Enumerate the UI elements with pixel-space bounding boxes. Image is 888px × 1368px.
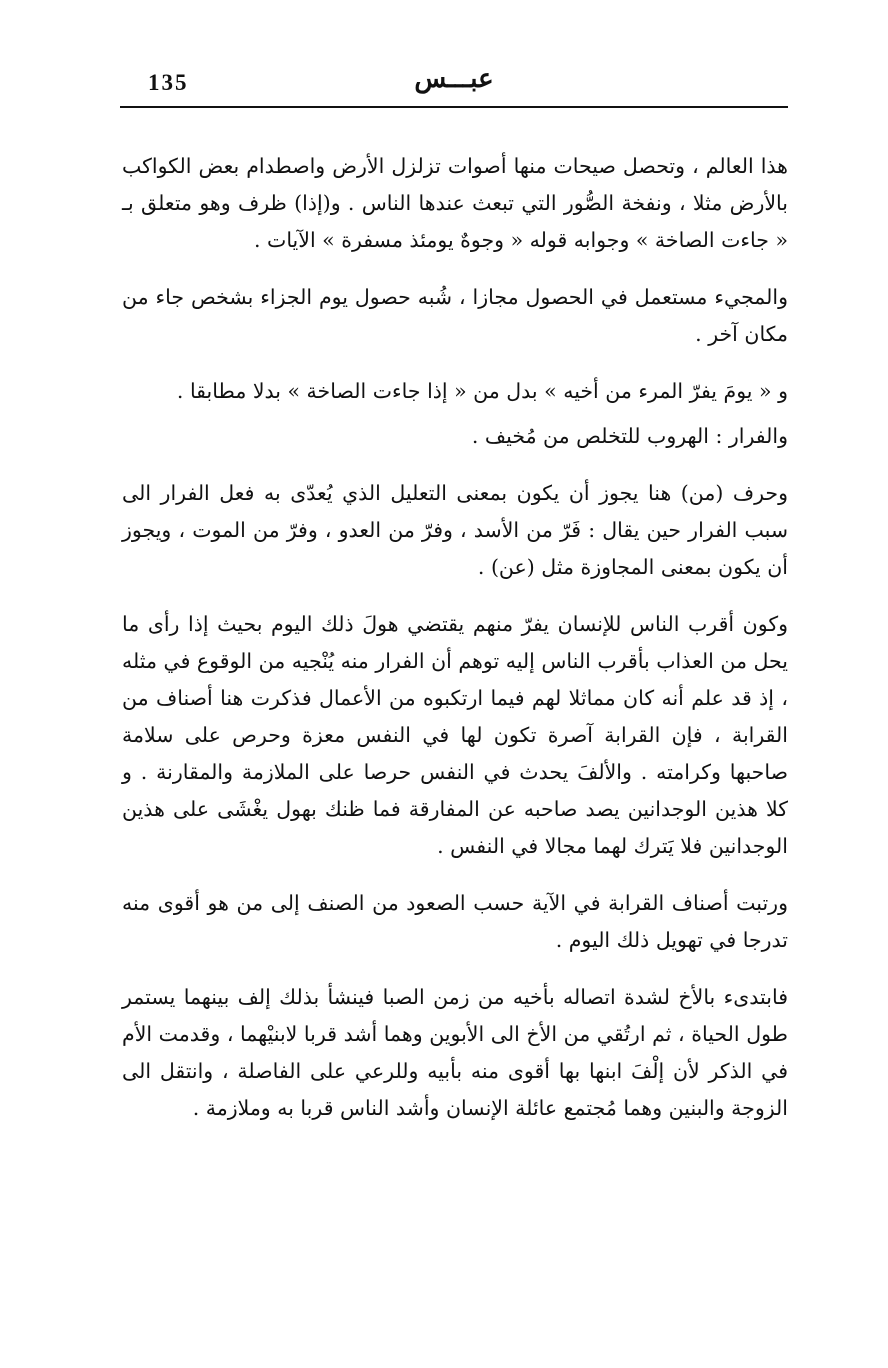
page-body xyxy=(122,148,788,1147)
paragraph-1: هذا العالم ، وتحصل صيحات منها أصوات تزلزل الأرض واصطدام بعض الكواكب بالأرض مثلا ، ونفخة الصُّور التي تبعث عندها الناس . و(إذا) ظرف وهو متعلق بـ « جاءت الصاخة » وجوابه قوله « وجوهٌ يومئذ مسفرة » الآيات . xyxy=(122,154,788,252)
paragraph-3: و « يومَ يفرّ المرء من أخيه » بدل من « إذا جاءت الصاخة » بدلا مطابقا . xyxy=(176,379,788,403)
paragraph-4: والفرار : الهروب للتخلص من مُخيف . xyxy=(471,424,788,448)
running-title: عبـــس xyxy=(414,64,494,94)
page-number: 135 xyxy=(148,70,189,95)
paragraph-2: والمجيء مستعمل في الحصول مجازا ، شُبه حصول يوم الجزاء بشخص جاء من مكان آخر . xyxy=(122,285,788,346)
page-header xyxy=(120,60,788,110)
paragraph-7: ورتبت أصناف القرابة في الآية حسب الصعود من الصنف إلى من هو أقوى منه تدرجا في تهويل ذلك اليوم . xyxy=(122,891,788,952)
paragraph-6: وكون أقرب الناس للإنسان يفرّ منهم يقتضي هولَ ذلك اليوم بحيث إذا رأى ما يحل من العذاب بأقرب الناس إليه توهم أن الفرار منه يُنْجيه من الوقوع في مثله ، إذ قد علم أنه كان مماثلا لهم فيما ارتكبوه من الأعمال فذكرت هنا أصناف من القرابة ، فإن القرابة آصرة تكون لها في النفس معزة وحرص على سلامة صاحبها وكرامته . والألفَ يحدث في النفس حرصا على الملازمة والمقارنة . و كلا هذين الوجدانين يصد صاحبه عن المفارقة فما ظنك بهول يغْشَى على هذين الوجدانين فلا يَترك لهما مجالا في النفس . xyxy=(122,612,788,858)
paragraph-8: فابتدىء بالأخ لشدة اتصاله بأخيه من زمن الصبا فينشأ بذلك إلف بينهما يستمر طول الحياة ، ثم ارتُقي من الأخ الى الأبوين وهما أشد قربا لابنيْهما ، وقدمت الأم في الذكر لأن إلْفَ ابنها بها أقوى منه بأبيه وللرعي على الفاصلة ، وانتقل الى الزوجة والبنين وهما مُجتمع عائلة الإنسان وأشد الناس قربا به وملازمة . xyxy=(122,985,788,1120)
header-divider xyxy=(120,106,788,108)
paragraph-5: وحرف (من) هنا يجوز أن يكون بمعنى التعليل الذي يُعدّى به فعل الفرار الى سبب الفرار حين يقال : فَرّ من الأسد ، وفرّ من العدو ، وفرّ من الموت ، ويجوز أن يكون بمعنى المجاوزة مثل (عن) . xyxy=(122,481,788,579)
